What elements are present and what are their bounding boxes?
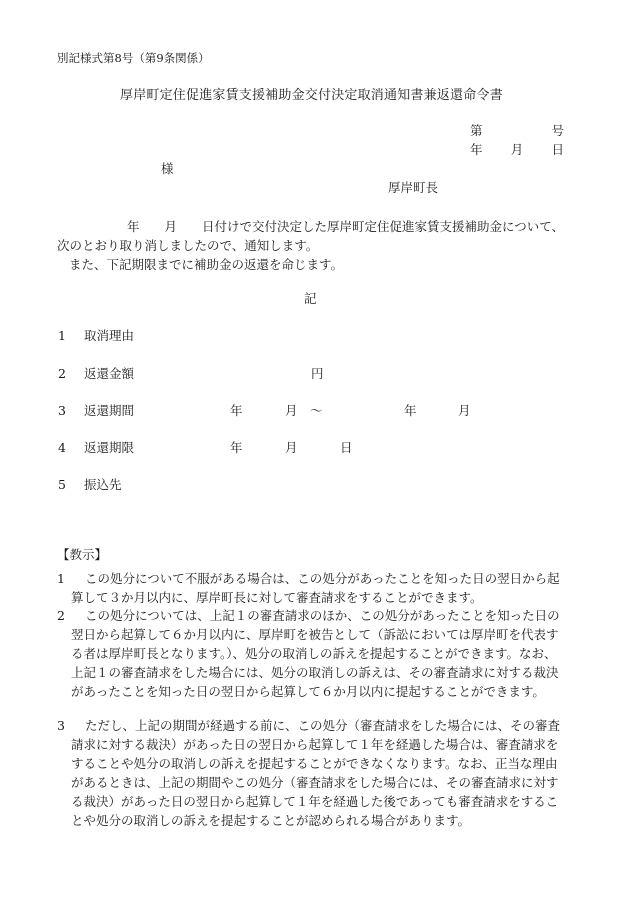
item-label: 振込先 [84, 477, 122, 492]
period-tilde: ～ [310, 403, 323, 418]
item-label: 返還期間 [84, 403, 135, 418]
deadline-year: 年 [230, 440, 243, 455]
item-number: 2 [58, 366, 66, 381]
period-start-month: 月 [285, 403, 298, 418]
sender: 厚岸町長 [388, 180, 439, 195]
document-title: 厚岸町定住促進家賃支援補助金交付決定取消通知書兼返還命令書 [120, 88, 503, 103]
item-label: 返還期限 [84, 440, 135, 455]
period-start-year: 年 [230, 403, 243, 418]
body-paragraph-2: また、下記期限までに補助金の返還を命じます。 [69, 257, 344, 272]
notice-item-1 [57, 569, 567, 607]
notice-number: 1 [57, 571, 65, 586]
item-number: 3 [58, 403, 66, 418]
document-number-line [470, 125, 564, 138]
notice-item-3 [57, 716, 567, 830]
deadline-day: 日 [340, 440, 353, 455]
item-label: 取消理由 [84, 328, 135, 343]
period-end-month: 月 [458, 403, 471, 418]
body-paragraph-1: 年 月 日付けで交付決定した厚岸町定住促進家賃支援補助金について、次のとおり取り消しましたので、通知します。 [57, 219, 565, 253]
notice-text: ただし、上記の期間が経過する前に、この処分（審査請求をした場合には、その審査請求に対する裁決）があった日の翌日から起算して１年を経過した場合は、審査請求をすることや処分の取消しの訴えを提起することができなくなります。なお、正当な理由があるときは、上記の期間やこの処分（審査請求をした場合には、その審査請求に対する裁決）があった日の翌日から起算して１年を経過した後であっても審査請求をすることや処分の取消しの訴えを提起することが認められる場合があります。 [71, 718, 561, 828]
notice-item-2 [57, 606, 567, 701]
document-number-prefix: 第 [470, 123, 483, 138]
item-label: 返還金額 [84, 366, 135, 381]
notice-number: 3 [57, 718, 65, 733]
notice-text: この処分について不服がある場合は、この処分があったことを知った日の翌日から起算して３か月以内に、厚岸町長に対して審査請求をすることができます。 [71, 571, 560, 605]
item-number: 5 [58, 477, 66, 492]
issue-date-line [470, 144, 564, 157]
issue-date-year: 年 [470, 142, 483, 157]
amount-unit: 円 [311, 366, 324, 381]
issue-date-month: 月 [510, 142, 524, 157]
period-end-year: 年 [404, 403, 417, 418]
form-number: 別記様式第8号（第9条関係） [57, 51, 210, 65]
notice-number: 2 [57, 608, 65, 623]
issue-date-day: 日 [551, 142, 564, 157]
notice-text: この処分については、上記１の審査請求のほか、この処分があったことを知った日の翌日から起算して６か月以内に、厚岸町を被告として（訴訟においては厚岸町を代表する者は厚岸町長となります。）、処分の取消しの訴えを提起することができます。なお、上記１の審査請求をした場合には、処分の取消しの訴えは、その審査請求に対する裁決があったことを知った日の翌日から起算して６か月以内に提起することができます。 [71, 608, 560, 699]
item-number: 4 [58, 440, 66, 455]
addressee: 様 [161, 161, 174, 176]
notice-header: 【教示】 [57, 547, 108, 562]
ki-heading: 記 [304, 291, 317, 306]
deadline-month: 月 [285, 440, 298, 455]
item-number: 1 [58, 328, 66, 343]
document-number-suffix: 号 [551, 123, 564, 138]
